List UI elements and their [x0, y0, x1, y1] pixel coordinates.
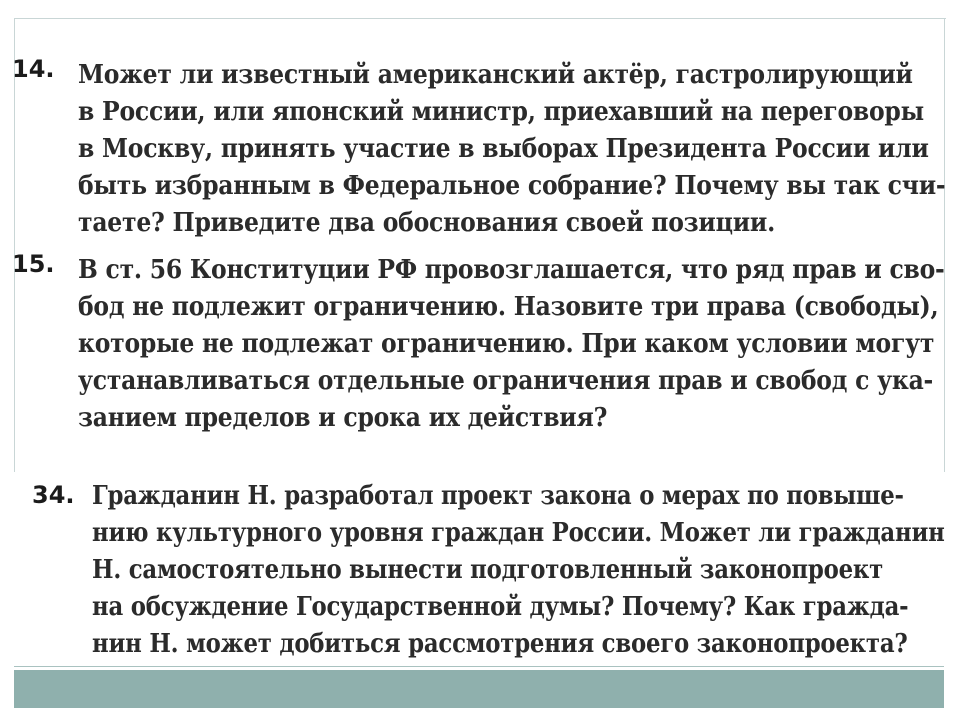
slide-footer-bar: [14, 670, 944, 708]
text-line: бод не подлежит ограничению. Назовите три права (свободы),: [78, 292, 939, 322]
text-line: устанавливаться отдельные ограничения прав и свобод с ука-: [78, 366, 934, 396]
text-line: Н. самостоятельно вынести подготовленный законопроект: [92, 555, 884, 585]
text-line: в России, или японский министр, приехавший на переговоры: [78, 97, 924, 127]
question-text: [78, 57, 960, 242]
question-text: [92, 478, 960, 663]
text-line: таете? Приведите два обоснования своей позиции.: [78, 208, 776, 238]
text-line: Гражданин Н. разработал проект закона о мерах по повыше-: [92, 481, 904, 511]
text-line: нин Н. может добиться рассмотрения своего законопроекта?: [92, 629, 908, 659]
question-number: 15.: [12, 250, 55, 278]
text-line: которые не подлежат ограничению. При каком условии могут: [78, 329, 935, 359]
question-text: [78, 252, 960, 437]
question-number: 34.: [32, 481, 75, 509]
text-line: в Москву, принять участие в выборах Президента России или: [78, 134, 929, 164]
text-line: В ст. 56 Конституции РФ провозглашается, что ряд прав и сво-: [78, 255, 945, 285]
slide-frame-top: [14, 18, 946, 19]
text-line: быть избранным в Федеральное собрание? Почему вы так счи-: [78, 171, 946, 201]
slide-frame-left: [14, 18, 15, 472]
text-line: Может ли известный американский актёр, гастролирующий: [78, 60, 913, 90]
question-number: 14.: [12, 55, 55, 83]
footer-divider: [14, 666, 944, 667]
text-line: на обсуждение Государственной думы? Почему? Как гражда-: [92, 592, 909, 622]
text-line: нию культурного уровня граждан России. Может ли гражданин: [92, 518, 945, 548]
text-line: занием пределов и срока их действия?: [78, 403, 608, 433]
